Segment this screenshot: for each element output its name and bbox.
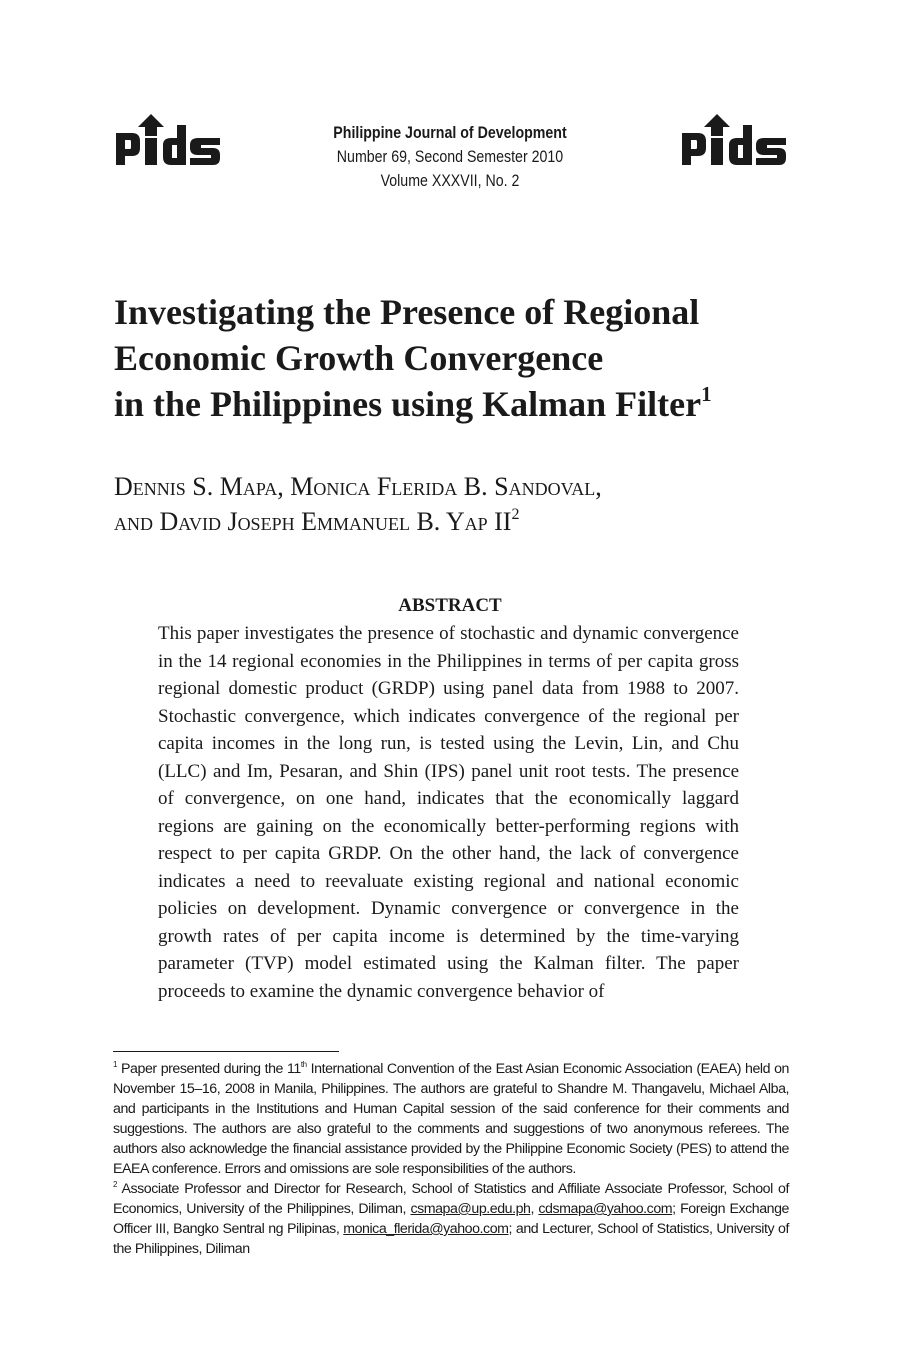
authors-footnote-marker: 2 [511, 506, 520, 523]
footnote-2-text-c: ; and Lecturer, School of Statistics, University of the Philippines, Diliman [113, 1221, 789, 1257]
footnote-2-marker: 2 [113, 1180, 117, 1189]
journal-issue: Number 69, Second Semester 2010 [336, 148, 564, 166]
footnote-1 [113, 1059, 789, 1179]
journal-volume: Volume XXXVII, No. 2 [380, 172, 520, 190]
authors-line-2: and David Joseph Emmanuel B. Yap II [114, 507, 512, 536]
email-link-sandoval[interactable]: monica_flerida@yahoo.com [343, 1221, 509, 1237]
pids-logo-right [680, 112, 790, 170]
abstract-heading: ABSTRACT [398, 595, 502, 616]
title-footnote-marker: 1 [701, 382, 712, 406]
journal-header [295, 121, 605, 193]
journal-name: Philippine Journal of Development [333, 124, 567, 142]
footnote-2 [113, 1179, 789, 1259]
title-line-1: Investigating the Presence of Regional [114, 292, 700, 332]
paper-title [114, 289, 814, 427]
pids-logo-mark [680, 112, 790, 170]
footnote-1-text-b: International Convention of the East Asian Economic Association (EAEA) held on November 15–16, 2008 in Manila, Philippines. The authors are grateful to Shandre M. Thangavelu, Michael Alba, and participants in the Institutions and Human Capital session of the said conference for their comments and suggestions. The authors are also grateful to the comments and suggestions of two anonymous referees. The authors also acknowledge the financial assistance provided by the Philippine Economic Society (PES) to attend the EAEA conference. Errors and omissions are sole responsibilities of the authors. [113, 1061, 789, 1177]
email-link-mapa-up[interactable]: csmapa@up.edu.ph [410, 1201, 531, 1217]
title-line-3: in the Philippines using Kalman Filter [114, 384, 702, 424]
email-link-mapa-yahoo[interactable]: cdsmapa@yahoo.com [538, 1201, 673, 1217]
footnote-2-text-b: ; Foreign Exchange Officer III, Bangko Sentral ng Pilipinas, [113, 1201, 790, 1237]
footnote-2-text-a: Associate Professor and Director for Research, School of Statistics and Affiliate Associate Professor, School of Economics, University of the Philippines, Diliman, [113, 1181, 789, 1217]
footnotes [113, 1059, 789, 1259]
footnote-1-marker: 1 [113, 1060, 117, 1069]
author-list [114, 469, 814, 539]
pids-logo [114, 112, 224, 170]
pids-logo-mark [114, 112, 224, 170]
title-line-2: Economic Growth Convergence [114, 338, 604, 378]
footnote-1-text-a: Paper presented during the 11 [117, 1061, 301, 1077]
authors-line-1: Dennis S. Mapa, Monica Flerida B. Sandoval, [114, 472, 602, 501]
footnote-divider [113, 1051, 339, 1052]
footnote-1-ordinal: th [300, 1060, 307, 1069]
footnote-2-separator: , [530, 1201, 539, 1217]
abstract-body: This paper investigates the presence of stochastic and dynamic convergence in the 14 regional economies in the Philippines in terms of per capita gross regional domestic product (GRDP) using panel data from 1988 to 2007. Stochastic convergence, which indicates convergence of the regional per capita incomes in the long run, is tested using the Levin, Lin, and Chu (LLC) and Im, Pesaran, and Shin (IPS) panel unit root tests. The presence of convergence, on one hand, indicates that the economically laggard regions are gaining on the economically better-performing regions with respect to per capita GRDP. On the other hand, the lack of convergence indicates a need to reevaluate existing regional and national economic policies on development. Dynamic convergence or convergence in the growth rates of per capita income is determined by the time-varying parameter (TVP) model estimated using the Kalman filter. The paper proceeds to examine the dynamic convergence behavior of [158, 623, 739, 1002]
